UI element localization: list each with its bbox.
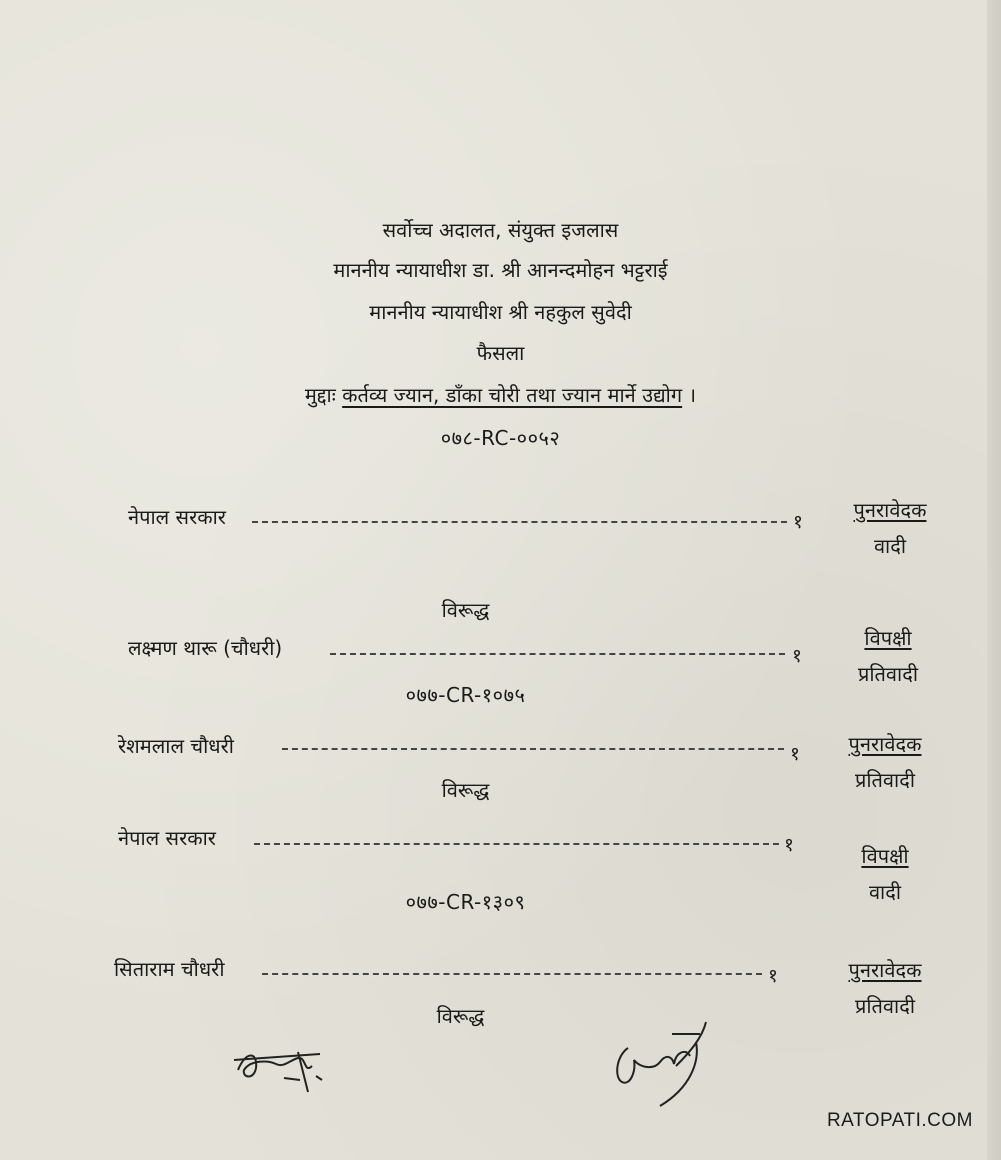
party-count: १ [768,965,778,987]
case-number: ०७८-RC-००५२ [440,426,561,450]
justice-1: माननीय न्यायाधीश डा. श्री आनन्दमोहन भट्टराई [333,258,668,282]
subject-line [0,383,1001,407]
versus-label: विरूद्ध [441,598,490,622]
role-secondary: प्रतिवादी [854,994,916,1018]
role-secondary: प्रतिवादी [857,662,919,686]
page-edge [987,0,1001,1160]
party-name: नेपाल सरकार [128,505,226,529]
dotted-line [262,973,762,975]
verdict-title: फैसला [476,341,525,365]
dotted-line [254,843,779,845]
role-secondary: प्रतिवादी [854,768,916,792]
party-name: रेशमलाल चौधरी [118,734,234,758]
party-role [835,492,945,564]
party-name: नेपाल सरकार [118,826,216,850]
role-primary: पुनरावेदक [853,498,927,522]
role-secondary: वादी [873,534,907,558]
dotted-line [282,748,784,750]
subject-suffix: । [688,383,697,407]
right-signature [610,1012,720,1112]
case-number: ०७७-CR-१३०९ [405,890,526,914]
party-count: १ [793,511,803,533]
party-count: १ [784,834,794,856]
subject-prefix: मुद्दाः [304,383,336,407]
role-primary: विपक्षी [861,844,909,868]
dotted-line [252,521,787,523]
dotted-line [330,653,785,655]
left-signature [228,1030,338,1100]
party-count: १ [792,645,802,667]
role-primary: विपक्षी [864,626,912,650]
party-count: १ [790,743,800,765]
role-secondary: वादी [868,880,902,904]
party-name: सिताराम चौधरी [114,957,225,981]
role-primary: पुनरावेदक [848,732,922,756]
watermark: RATOPATI.COM [826,1110,973,1131]
court-name: सर्वोच्च अदालत, संयुक्त इजलास [382,218,619,242]
role-primary: पुनरावेदक [848,958,922,982]
versus-label: विरूद्ध [436,1004,485,1028]
case-number: ०७७-CR-१०७५ [405,683,526,707]
party-name: लक्ष्मण थारू (चौधरी) [128,636,283,660]
subject-text: कर्तव्य ज्यान, डाँका चोरी तथा ज्यान मार्ने उद्योग [342,383,683,407]
justice-2: माननीय न्यायाधीश श्री नहकुल सुवेदी [369,300,632,324]
versus-label: विरूद्ध [441,778,490,802]
